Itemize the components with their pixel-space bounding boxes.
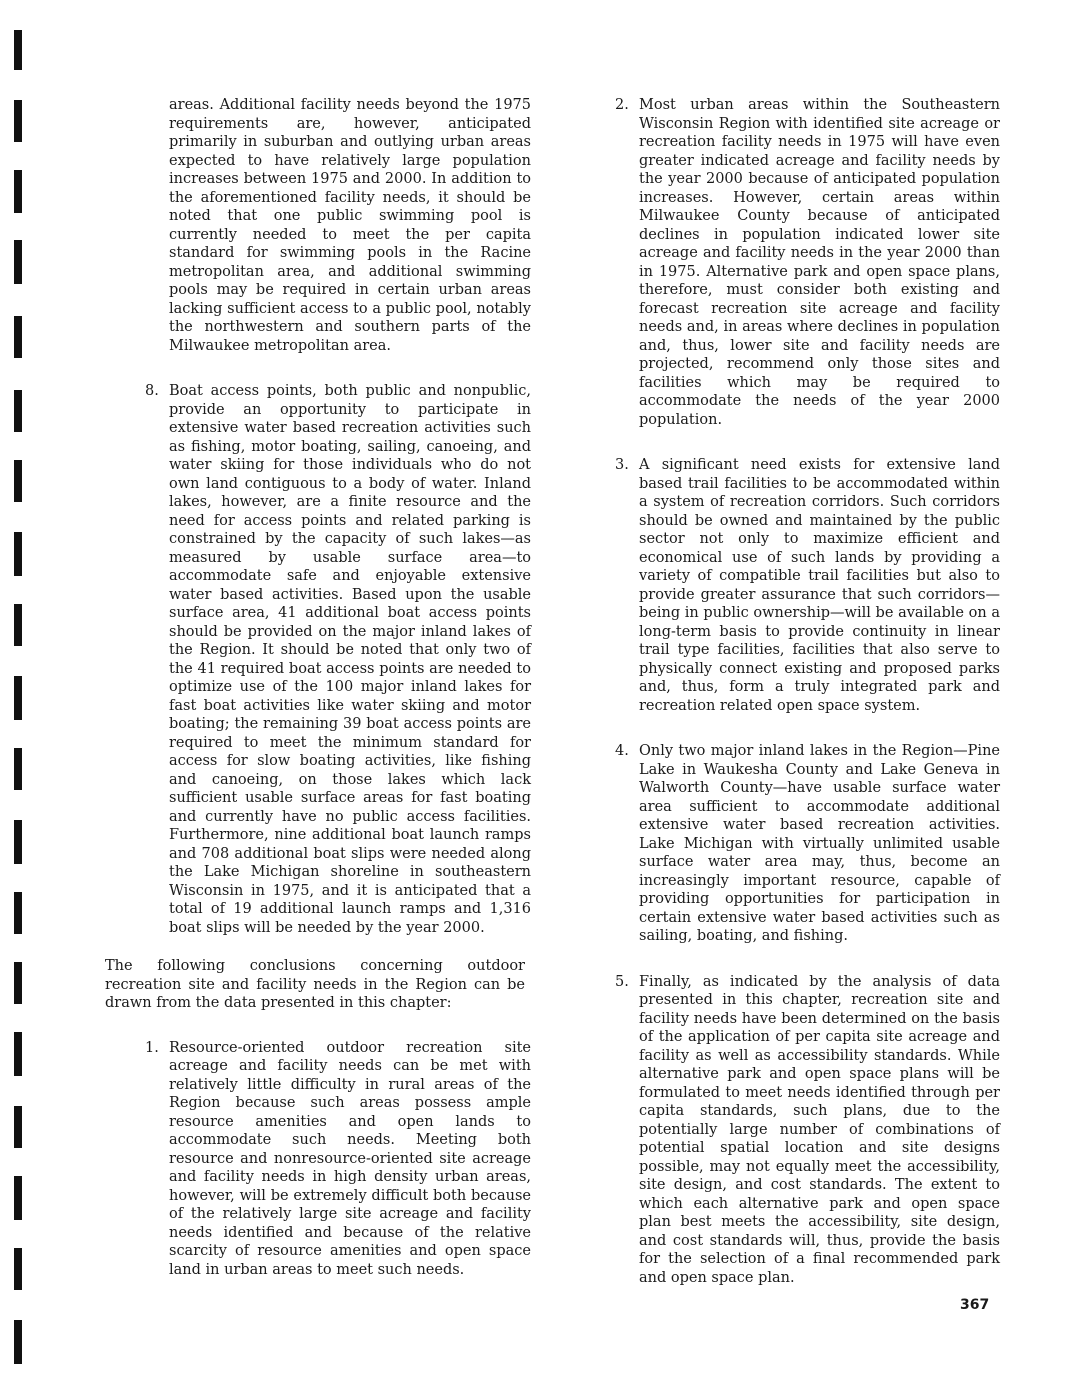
scan-binding-marks [14, 0, 22, 1380]
list-item-text: Most urban areas within the Southeastern Wisconsin Region with identified site acreage or recreation facility needs in 1975 will have even greater indicated acreage and facility needs by the year 2000 because of anticipated population increases. However, certain areas within Milwaukee County because of anticipated declines in population indicated lower site acreage and facility needs in the year 2000 than in 1975. Alternative park and open space plans, therefore, must consider both existing and forecast recreation site acreage and facility needs and, in areas where declines in population and, thus, lower site and facility needs are projected, recommend only those sites and facilities which may be required to accommodate the needs of the year 2000 population. [639, 97, 1000, 428]
list-item-text: Resource-oriented outdoor recreation site acreage and facility needs can be met with relatively little difficulty in rural areas of the Region because such areas possess ample resource amenities and open lands to accommodate such needs. Meeting both resource and nonresource-oriented site acreage and facility needs in high density urban areas, however, will be extremely difficult both because of the relatively large site acreage and facility needs identified and because of the relative scarcity of resource amenities and open space land in urban areas to meet such needs. [169, 1039, 531, 1278]
list-item-text: Finally, as indicated by the analysis of data presented in this chapter, recreation site and facility needs have been determined on the basis of the application of per capita site acreage and facility as well as accessibility standards. While alternative park and open space plans will be formulated to meet needs identified through per capita standards, such plans, due to the potentially large number of combinations of potential spatial location and site designs possible, may not equally meet the accessibility, site design, and cost standards. The extent to which each alternative park and open space plan best meets the accessibility, site design, and cost standards will, thus, provide the basis for the selection of a final recommended park and open space plan. [639, 973, 1000, 1286]
list-item-text: Boat access points, both public and nonpublic, provide an opportunity to participate in extensive water based recreation activities such as fishing, motor boating, sailing, canoeing, and water skiing for those individuals who do not own land contiguous to a body of water. Inland lakes, however, are a finite resource and the need for access points and related parking is constrained by the capacity of such lakes—as measured by usable surface area—to accommodate safe and enjoyable extensive water based activities. Based upon the usable surface area, 41 additional boat access points should be provided on the major inland lakes of the Region. It should be noted that only two of the 41 required boat access points are needed to optimize use of the 100 major inland lakes for fast boat activities like water skiing and motor boating; the remaining 39 boat access points are required to meet the minimum standard for access for slow boating activities, like fishing and canoeing, on those lakes which lack sufficient usable surface areas for fast boating and currently have no public access facilities. Furthermore, nine additional boat launch ramps and 708 additional boat slips were needed along the Lake Michigan shoreline in southeastern Wisconsin in 1975, and it is anticipated that a total of 19 additional launch ramps and 1,316 boat slips will be needed by the year 2000. [169, 383, 531, 936]
page-number: 367 [960, 1297, 990, 1313]
list-item-4 [615, 742, 1000, 946]
list-item-number: 2. [615, 97, 629, 113]
list-item-text: Only two major inland lakes in the Region—Pine Lake in Waukesha County and Lake Geneva in Walworth County—have usable surface water area sufficient to accommodate additional extensive water based recreation activities. Lake Michigan with virtually unlimited usable surface water area may, thus, become an increasingly important resource, capable of providing opportunities for participation in certain extensive water based activities such as sailing, boating, and fishing. [639, 743, 1000, 944]
list-item-number: 8. [145, 383, 159, 399]
left-column [105, 96, 531, 1279]
conclusions-intro: The following conclusions concerning outdoor recreation site and facility needs in the Region can be drawn from the data presented in this chapter: [105, 958, 525, 1011]
list-item-number: 4. [615, 743, 629, 759]
list-item-2 [615, 96, 1000, 429]
list-item-3 [615, 456, 1000, 715]
list-item-number: 5. [615, 973, 629, 990]
list-item-number: 3. [615, 457, 629, 473]
list-item-text: A significant need exists for extensive land based trail facilities to be accommodated within a system of recreation corridors. Such corridors should be owned and maintained by the public sector not only to maximize efficient and economical use of such lands by providing a variety of compatible trail facilities but also to provide greater assurance that such corridors—being in public ownership—will be available on a long-term basis to provide continuity in linear trail type facilities, facilities that also serve to physically connect existing and proposed parks and, thus, form a truly integrated park and recreation related open space system. [639, 457, 1000, 714]
list-item-1 [145, 1039, 531, 1280]
list-item-8 [145, 382, 531, 937]
list-item-number: 1. [145, 1039, 159, 1056]
right-column [615, 96, 1000, 1287]
continued-paragraph: areas. Additional facility needs beyond the 1975 requirements are, however, anticipated primarily in suburban and outlying urban areas expected to have relatively large population increases between 1975 and 2000. In addition to the aforementioned facility needs, it should be noted that one public swimming pool is currently needed to meet the per capita standard for swimming pools in the Racine metropolitan area, and additional swimming pools may be required in certain urban areas lacking sufficient access to a public pool, notably the northwestern and southern parts of the Milwaukee metropolitan area. [169, 97, 531, 354]
list-item-5 [615, 973, 1000, 1288]
